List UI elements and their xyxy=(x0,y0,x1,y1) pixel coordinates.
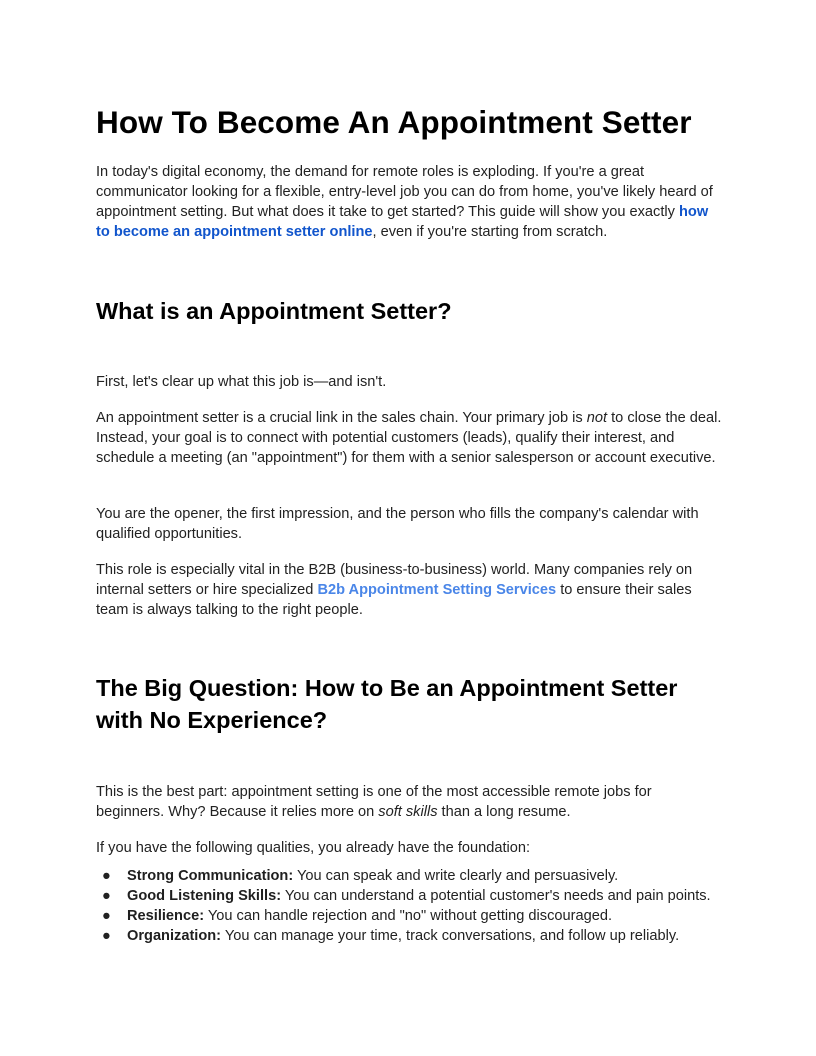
list-item-text: You can speak and write clearly and persuasively. xyxy=(293,868,619,884)
paragraph-definition xyxy=(96,408,722,468)
paragraph-qualities: If you have the following qualities, you already have the foundation: xyxy=(96,840,531,856)
list-item xyxy=(96,866,722,886)
list-item xyxy=(96,906,722,926)
list-item-label: Organization: xyxy=(127,928,222,944)
list-item-label: Strong Communication: xyxy=(127,868,294,884)
big-question-line-2: with No Experience? xyxy=(96,707,328,733)
bullet-icon: ● xyxy=(102,908,111,924)
qualities-list xyxy=(96,866,722,946)
list-item xyxy=(96,926,722,946)
b2b-text-end: to ensure their sales team is always talking to the right people. xyxy=(96,582,692,618)
emphasis-not: not xyxy=(586,410,608,426)
bullet-icon: ● xyxy=(102,888,111,904)
list-item-text: You can understand a potential customer's needs and pain points. xyxy=(281,888,711,904)
become-setter-link[interactable]: how to become an appointment setter online xyxy=(96,204,709,240)
best-part-text: This is the best part: appointment setting is one of the most accessible remote jobs for beginners. Why? Because it relies more on xyxy=(96,784,652,820)
intro-text: In today's digital economy, the demand for remote roles is exploding. If you're a great communicator looking for a flexible, entry-level job you can do from home, you've likely heard of appointment setting. But what does it take to get started? This guide will show you exactly xyxy=(96,164,713,220)
list-item-text: You can handle rejection and "no" without getting discouraged. xyxy=(204,908,612,924)
list-item-label: Resilience: xyxy=(127,908,205,924)
page-title: How To Become An Appointment Setter xyxy=(96,104,692,140)
intro-text-end: , even if you're starting from scratch. xyxy=(372,224,608,240)
definition-text: An appointment setter is a crucial link in the sales chain. Your primary job is xyxy=(96,410,587,426)
bullet-icon: ● xyxy=(102,928,111,944)
list-item-label: Good Listening Skills: xyxy=(127,888,282,904)
section-heading-what-is: What is an Appointment Setter? xyxy=(96,298,452,324)
section-heading-big-question xyxy=(96,672,722,736)
intro-paragraph xyxy=(96,162,722,242)
b2b-services-link[interactable]: B2b Appointment Setting Services xyxy=(317,582,557,598)
paragraph-clear-up: First, let's clear up what this job is—and isn't. xyxy=(96,374,387,390)
list-item xyxy=(96,886,722,906)
emphasis-soft-skills: soft skills xyxy=(378,804,438,820)
definition-text-end: to close the deal. Instead, your goal is to connect with potential customers (leads), qualify their interest, and schedule a meeting (an "appointment") for them with a senior salesperson or account executive. xyxy=(96,410,722,466)
paragraph-opener: You are the opener, the first impression, and the person who fills the company's calendar with qualified opportunities. xyxy=(96,506,699,542)
paragraph-best-part xyxy=(96,782,722,822)
best-part-text-end: than a long resume. xyxy=(437,804,571,820)
bullet-icon: ● xyxy=(102,868,111,884)
paragraph-b2b xyxy=(96,560,722,620)
list-item-text: You can manage your time, track conversations, and follow up reliably. xyxy=(221,928,680,944)
b2b-text: This role is especially vital in the B2B (business-to-business) world. Many companies rely on internal setters or hire specialized xyxy=(96,562,693,598)
big-question-line-1: The Big Question: How to Be an Appointment Setter xyxy=(96,675,678,701)
